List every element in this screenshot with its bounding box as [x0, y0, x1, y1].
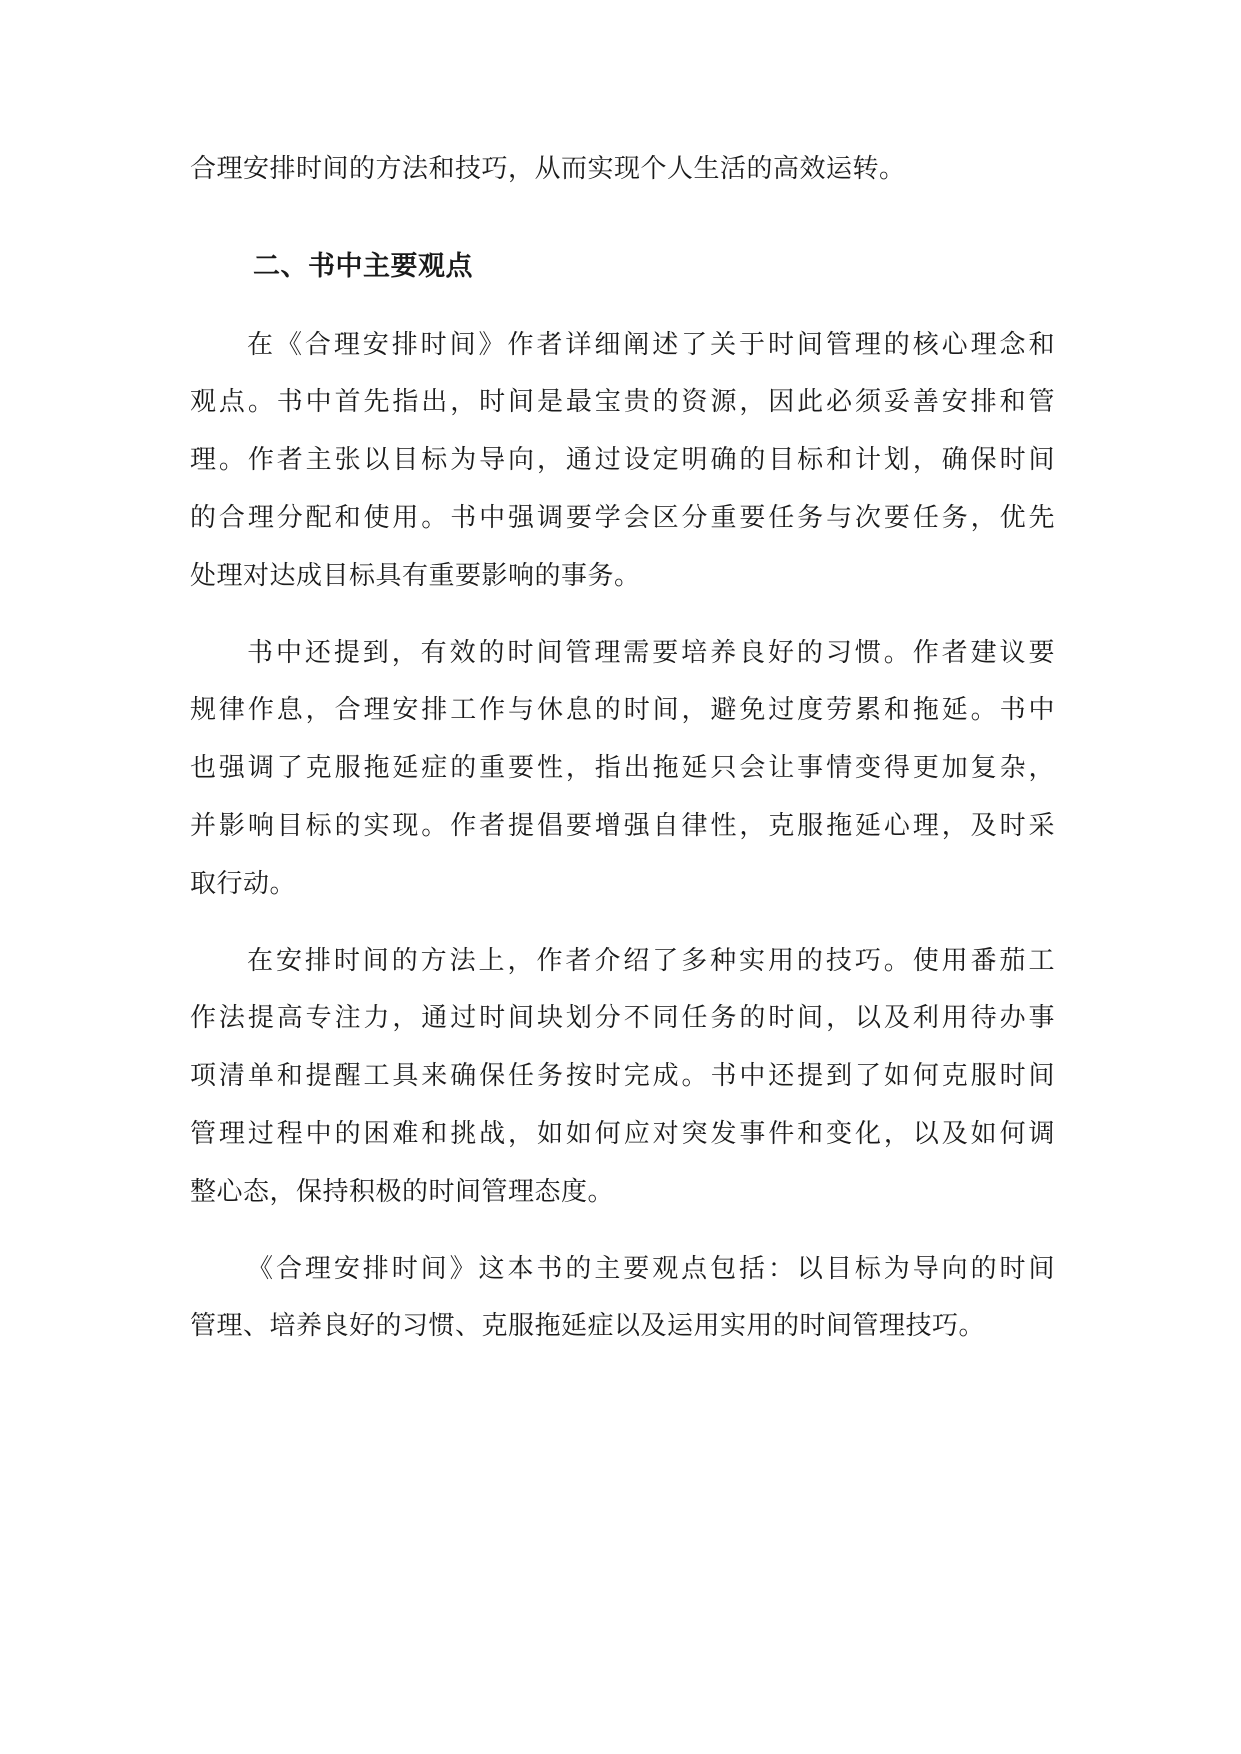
paragraph-line: 书中还提到，有效的时间管理需要培养良好的习惯。作者建议要	[247, 637, 1055, 668]
paragraph-line: 管理、培养良好的习惯、克服拖延症以及运用实用的时间管理技巧。	[190, 1311, 986, 1342]
paragraph-3	[190, 933, 1055, 1222]
paragraph-line: 项清单和提醒工具来确保任务按时完成。书中还提到了如何克服时间	[190, 1061, 1055, 1092]
paragraph-line: 观点。书中首先指出，时间是最宝贵的资源，因此必须妥善安排和管	[190, 387, 1055, 418]
paragraph-line: 也强调了克服拖延症的重要性，指出拖延只会让事情变得更加复杂，	[190, 753, 1055, 784]
paragraph-line: 处理对达成目标具有重要影响的事务。	[190, 560, 641, 591]
paragraph-line: 规律作息，合理安排工作与休息的时间，避免过度劳累和拖延。书中	[190, 695, 1055, 726]
paragraph-line: 并影响目标的实现。作者提倡要增强自律性，克服拖延心理，及时采	[190, 810, 1055, 841]
paragraph-1	[190, 317, 1055, 606]
paragraph-line: 在《合理安排时间》作者详细阐述了关于时间管理的核心理念和	[247, 329, 1055, 360]
paragraph-line: 的合理分配和使用。书中强调要学会区分重要任务与次要任务，优先	[190, 502, 1055, 533]
paragraph-line: 作法提高专注力，通过时间块划分不同任务的时间，以及利用待办事	[190, 1003, 1055, 1034]
paragraph-line: 《合理安排时间》这本书的主要观点包括：以目标为导向的时间	[247, 1253, 1055, 1284]
paragraph-line: 理。作者主张以目标为导向，通过设定明确的目标和计划，确保时间	[190, 445, 1055, 476]
paragraph-line: 取行动。	[190, 868, 297, 899]
document-body	[190, 141, 1055, 1375]
intro-tail-line: 合理安排时间的方法和技巧，从而实现个人生活的高效运转。	[190, 154, 906, 184]
paragraph-line: 管理过程中的困难和挑战，如如何应对突发事件和变化，以及如何调	[190, 1118, 1055, 1149]
paragraph-line: 在安排时间的方法上，作者介绍了多种实用的技巧。使用番茄工	[247, 945, 1055, 976]
paragraph-line: 整心态，保持积极的时间管理态度。	[190, 1176, 615, 1207]
paragraph-2	[190, 625, 1055, 914]
paragraph-4	[190, 1241, 1055, 1357]
section-heading: 二、书中主要观点	[253, 250, 473, 282]
